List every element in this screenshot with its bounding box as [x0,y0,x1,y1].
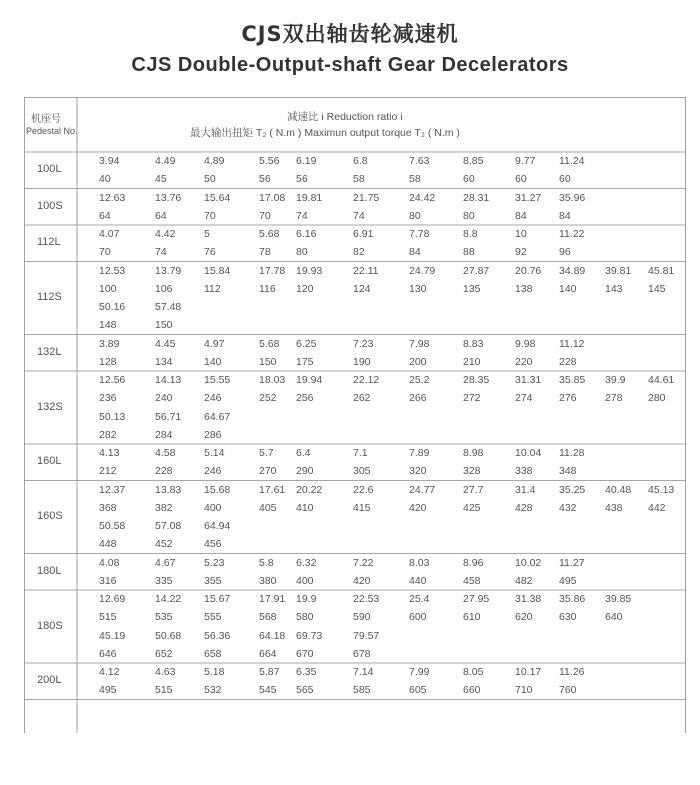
table-cell: 276 [559,392,577,405]
table-cell: 266 [409,392,427,405]
table-cell: 4.97 [204,337,225,350]
table-cell: 290 [296,465,314,478]
table-cell: 17.78 [259,264,286,277]
table-cell: 432 [559,501,577,514]
table-cell: 60 [515,173,527,186]
table-cell: 252 [259,392,277,405]
table-cell: 328 [463,465,481,478]
table-cell: 31.31 [515,374,542,386]
table-cell: 7.98 [409,337,430,350]
table-cell: 610 [463,611,481,624]
table-cell: 19.9 [296,593,317,605]
table-cell: 60 [559,173,571,186]
pedestal-header-en: Pedestal No. [26,126,78,136]
table-cell: 64 [155,209,167,222]
table-cell: 39.9 [605,374,626,386]
table-cell: 4.08 [99,556,120,569]
table-cell: 600 [409,611,427,624]
table-cell: 17.08 [259,191,286,204]
table-cell: 3.89 [99,337,120,350]
table-cell: 8.85 [463,155,484,167]
table-cell: 7.23 [353,337,374,350]
table-cell: 148 [99,319,117,332]
table-cell: 27.95 [463,593,490,605]
table-cell: 50 [204,173,216,186]
table-cell: 20.76 [515,264,542,277]
table-cell: 7.78 [409,228,430,240]
table-cell: 6.4 [296,447,311,459]
table-cell: 630 [559,611,577,624]
table-cell: 175 [296,355,314,368]
table-cell: 382 [155,501,173,514]
table-cell: 4.12 [99,666,120,678]
table-cell: 710 [515,684,533,697]
table-cell: 7.89 [409,447,430,459]
table-cell: 4.63 [155,666,176,678]
table-cell: 670 [296,647,314,660]
table-cell: 56.36 [204,629,231,642]
table-cell: 40 [99,173,111,186]
table-cell: 50.16 [99,301,126,313]
table-cell: 274 [515,392,533,405]
table-cell: 120 [296,282,314,295]
table-cell: 658 [204,647,222,660]
table-cell: 39.85 [605,593,632,605]
table-cell: 286 [204,428,222,441]
table-cell: 19.94 [296,374,323,386]
table-cell: 605 [409,684,427,697]
table-cell: 50.13 [99,410,126,423]
table-cell: 143 [605,282,623,295]
table-cell: 35.86 [559,593,586,605]
table-cell: 5.18 [204,666,225,678]
table-cell: 5.68 [259,337,280,350]
table-cell: 8.96 [463,556,484,569]
table-cell: 80 [463,209,475,222]
table-cell: 4.89 [204,155,225,167]
table-cell: 458 [463,574,481,587]
table-cell: 400 [296,574,314,587]
table-cell: 448 [99,538,117,551]
table-cell: 368 [99,501,117,514]
table-cell: 420 [353,574,371,587]
table-cell: 515 [99,611,117,624]
table-cell: 212 [99,465,117,478]
table-cell: 28.31 [463,191,490,204]
table-cell: 34.89 [559,264,586,277]
table-cell: 58 [409,173,421,186]
table-cell: 17.91 [259,593,286,605]
table-cell: 11.12 [559,337,585,350]
spec-table [24,97,686,733]
table-cell: 106 [155,282,173,295]
table-cell: 348 [559,465,577,478]
table-cell: 45 [155,173,167,186]
table-cell: 4.67 [155,556,176,569]
table-cell: 452 [155,538,173,551]
table-cell: 140 [559,282,577,295]
table-cell: 56 [259,173,271,186]
table-cell: 7.63 [409,155,430,167]
table-cell: 5.23 [204,556,225,569]
table-cell: 20.22 [296,483,323,496]
table-cell: 620 [515,611,533,624]
table-cell: 425 [463,501,481,514]
table-cell: 664 [259,647,277,660]
table-cell: 12.53 [99,264,126,277]
table-cell: 24.79 [409,264,436,277]
table-cell: 5.8 [259,556,274,569]
table-cell: 64.67 [204,410,231,423]
table-cell: 760 [559,684,577,697]
table-cell: 74 [353,209,365,222]
table-cell: 31.4 [515,483,536,496]
table-cell: 21.75 [353,191,380,204]
table-cell: 22.12 [353,374,380,386]
table-cell: 568 [259,611,277,624]
table-cell: 4.07 [99,228,120,240]
table-cell: 35.85 [559,374,586,386]
pedestal-header-cn: 机座号 [31,114,61,125]
table-cell: 8.05 [463,666,484,678]
table-cell: 22.6 [353,483,374,496]
table-cell: 150 [259,355,277,368]
table-cell: 56 [296,173,308,186]
table-cell: 5.14 [204,447,225,459]
pedestal-cell: 200L [37,674,62,687]
table-cell: 256 [296,392,314,405]
table-cell: 19.93 [296,264,323,277]
table-cell: 400 [204,501,222,514]
table-cell: 646 [99,647,117,660]
pedestal-cell: 160S [37,510,63,522]
table-cell: 14.22 [155,593,182,605]
table-cell: 10 [515,228,527,240]
table-cell: 145 [648,282,666,295]
table-cell: 4.58 [155,447,176,459]
table-cell: 150 [155,319,173,332]
table-cell: 6.25 [296,337,317,350]
table-cell: 19.81 [296,191,323,204]
table-cell: 60 [463,173,475,186]
table-cell: 45.81 [648,264,675,277]
table-cell: 405 [259,501,277,514]
table-cell: 6.19 [296,155,317,167]
table-cell: 13.76 [155,191,182,204]
table-cell: 5.87 [259,666,280,678]
table-cell: 76 [204,246,216,259]
table-cell: 35.25 [559,483,586,496]
table-cell: 282 [99,428,117,441]
table-cell: 565 [296,684,314,697]
table-cell: 70 [99,246,111,259]
table-cell: 22.11 [353,264,379,277]
table-cell: 246 [204,392,222,405]
table-cell: 28.35 [463,374,490,386]
pedestal-cell: 132L [37,345,62,358]
table-cell: 44.61 [648,374,675,386]
table-cell: 545 [259,684,277,697]
table-cell: 316 [99,574,117,587]
table-cell: 112 [204,282,221,295]
table-cell: 74 [296,209,308,222]
table-cell: 138 [515,282,533,295]
table-cell: 5.56 [259,155,280,167]
table-cell: 415 [353,501,371,514]
table-cell: 200 [409,355,427,368]
table-cell: 12.56 [99,374,126,386]
table-cell: 11.22 [559,228,585,240]
table-cell: 124 [353,282,371,295]
table-cell: 58 [353,173,365,186]
table-cell: 22.53 [353,593,380,605]
table-cell: 80 [409,209,421,222]
table-cell: 27.7 [463,483,484,496]
table-cell: 12.63 [99,191,126,204]
table-cell: 135 [463,282,481,295]
table-cell: 12.69 [99,593,126,605]
table-cell: 14.13 [155,374,182,386]
table-cell: 50.58 [99,520,126,532]
table-cell: 320 [409,465,427,478]
table-cell: 5 [204,228,210,240]
table-cell: 190 [353,355,371,368]
table-cell: 56.71 [155,410,182,423]
table-cell: 585 [353,684,371,697]
page-title-english: CJS Double-Output-shaft Gear Decelerators [131,54,569,76]
table-cell: 15.67 [204,593,231,605]
table-cell: 555 [204,611,222,624]
table-cell: 5.68 [259,228,280,240]
table-cell: 69.73 [296,629,323,642]
table-cell: 57.08 [155,520,182,532]
table-cell: 220 [515,355,533,368]
table-cell: 45.13 [648,483,675,496]
table-cell: 11.26 [559,666,585,678]
table-cell: 420 [409,501,427,514]
table-cell: 39.81 [605,264,632,277]
table-cell: 24.77 [409,483,436,496]
table-cell: 6.35 [296,666,317,678]
table-cell: 7.14 [353,666,374,678]
table-cell: 246 [204,465,222,478]
table-cell: 9.77 [515,155,536,167]
table-cell: 130 [409,282,427,295]
table-cell: 64 [99,209,111,222]
table-cell: 45.19 [99,629,126,642]
table-cell: 25.2 [409,374,430,386]
pedestal-cell: 112L [37,236,61,249]
table-cell: 11.27 [559,556,585,569]
table-cell: 84 [515,209,527,222]
table-cell: 13.83 [155,483,182,496]
table-cell: 6.8 [353,155,368,167]
pedestal-cell: 112S [37,291,62,303]
table-cell: 7.22 [353,556,374,569]
table-cell: 57.48 [155,301,182,313]
table-cell: 70 [204,209,216,222]
pedestal-cell: 132S [37,400,63,413]
page-title-chinese: CJS双出轴齿轮减速机 [241,22,459,46]
table-cell: 6.32 [296,556,317,569]
table-cell: 428 [515,501,533,514]
table-cell: 4.45 [155,337,176,350]
table-cell: 380 [259,574,277,587]
table-cell: 5.7 [259,447,274,459]
table-cell: 84 [409,246,421,259]
table-cell: 80 [296,246,308,259]
table-cell: 64.94 [204,520,231,532]
table-cell: 11.24 [559,155,585,167]
table-cell: 8.8 [463,228,478,240]
table-cell: 40.48 [605,483,632,496]
table-cell: 228 [559,355,577,368]
table-cell: 495 [99,684,117,697]
table-cell: 442 [648,501,666,514]
table-cell: 88 [463,246,475,259]
table-cell: 440 [409,574,427,587]
table-cell: 7.99 [409,666,430,678]
table-cell: 590 [353,611,371,624]
table-cell: 78 [259,246,271,259]
table-cell: 438 [605,501,623,514]
table-cell: 15.68 [204,483,231,496]
table-cell: 10.02 [515,556,542,569]
table-cell: 272 [463,392,481,405]
table-cell: 140 [204,355,222,368]
table-cell: 96 [559,246,571,259]
table-cell: 128 [99,355,117,368]
table-cell: 10.17 [515,666,542,678]
table-cell: 13.79 [155,264,182,277]
table-cell: 3.94 [99,155,120,167]
table-cell: 240 [155,392,173,405]
table-cell: 84 [559,209,571,222]
table-cell: 338 [515,465,533,478]
table-cell: 79.57 [353,629,380,642]
pedestal-cell: 100S [37,199,63,212]
table-cell: 12.37 [99,483,126,496]
table-cell: 410 [296,501,314,514]
table-cell: 580 [296,611,314,624]
reduction-ratio-header: 减速比 i Reduction ratio i [287,111,403,123]
output-torque-header: 最大输出扭矩 T₂ ( N.m ) Maximun output torque T₂ ( N.m ) [190,127,460,139]
table-cell: 64.18 [259,629,286,642]
table-cell: 228 [155,465,173,478]
table-cell: 15.64 [204,191,231,204]
pedestal-cell: 100L [37,163,62,176]
table-cell: 35.96 [559,191,586,204]
table-cell: 280 [648,392,666,405]
table-cell: 456 [204,538,222,551]
table-cell: 31.38 [515,593,542,605]
table-cell: 278 [605,392,623,405]
table-cell: 24.42 [409,191,436,204]
pedestal-cell: 180S [37,619,63,632]
table-cell: 11.28 [559,447,585,459]
table-cell: 25.4 [409,593,430,605]
table-cell: 495 [559,574,577,587]
table-cell: 535 [155,611,173,624]
table-cell: 4.49 [155,155,176,167]
table-cell: 15.55 [204,374,231,386]
table-cell: 74 [155,246,167,259]
table-cell: 134 [155,355,173,368]
table-cell: 210 [463,355,481,368]
table-cell: 515 [155,684,173,697]
table-cell: 4.42 [155,228,176,240]
table-cell: 27.87 [463,264,490,277]
table-cell: 4.13 [99,447,120,459]
table-cell: 9.98 [515,337,536,350]
table-cell: 270 [259,465,277,478]
table-cell: 7.1 [353,447,368,459]
table-cell: 8.98 [463,447,484,459]
table-cell: 82 [353,246,365,259]
table-cell: 92 [515,246,527,259]
table-cell: 262 [353,392,371,405]
table-cell: 660 [463,684,481,697]
table-cell: 10.04 [515,447,542,459]
table-cell: 100 [99,282,117,295]
table-cell: 15.84 [204,264,231,277]
table-cell: 17.61 [259,483,286,496]
table-cell: 335 [155,574,173,587]
table-cell: 482 [515,574,533,587]
table-cell: 305 [353,465,371,478]
table-cell: 8.83 [463,337,484,350]
table-cell: 652 [155,647,173,660]
table-cell: 50.68 [155,629,182,642]
table-cell: 70 [259,209,271,222]
table-cell: 640 [605,611,623,624]
pedestal-cell: 160L [37,455,62,468]
table-cell: 18.03 [259,374,286,386]
table-cell: 8.03 [409,556,430,569]
table-cell: 6.16 [296,228,317,240]
table-cell: 284 [155,428,173,441]
table-cell: 6.91 [353,228,374,240]
table-cell: 116 [259,282,276,295]
table-cell: 31.27 [515,191,542,204]
table-cell: 532 [204,684,222,697]
table-cell: 678 [353,647,371,660]
table-cell: 355 [204,574,222,587]
pedestal-cell: 180L [37,564,62,577]
table-cell: 236 [99,392,117,405]
